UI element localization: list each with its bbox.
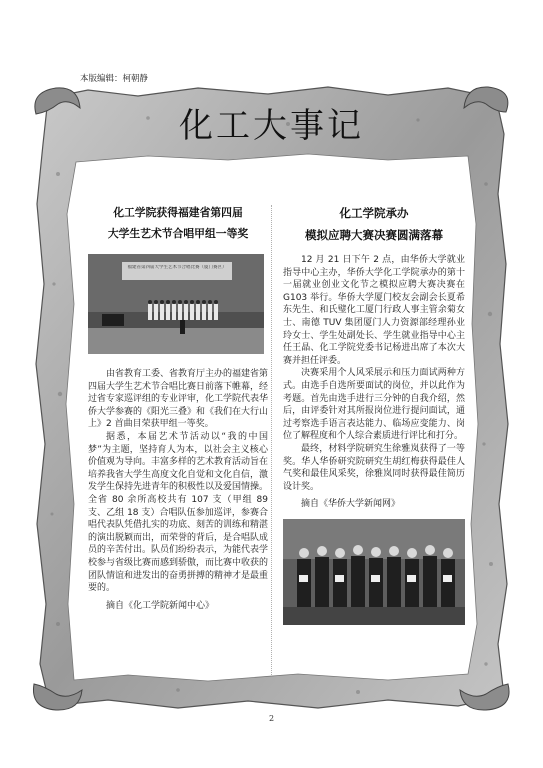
right-body [283, 254, 465, 493]
right-paragraph-1: 12 月 21 日下午 2 点，由华侨大学就业指导中心主办，华侨大学化工学院承办的第十一届就业创业文化节之模拟应聘大赛决赛在 G103 举行。华侨大学厦门校友会副会长夏希东先生、和氏璧化工厦门行政人事主管余菊女士、南德 TUV 集团厦门人力资源部经理孙业玲女士、学生处副处长、学生就业指导中心主任王晶、化工学院党委书记杨进出席了本次大赛并担任评委。 [283, 255, 465, 366]
left-paragraph-1: 由省教育工委、省教育厅主办的福建省第四届大学生艺术节合唱比赛日前落下帷幕，经过省专家巡评组的专业评审，化工学院代表华侨大学参赛的《阳光三叠》和《我们在大行山上》2 首曲目荣获甲组一等奖。 [88, 369, 269, 430]
right-article [283, 202, 465, 625]
masthead-title: 化工大事记 [179, 106, 364, 146]
left-paragraph-2: 据悉，本届艺术节活动以“我的中国梦”为主题，坚持育人为本，以社会主义核心价值观为导向。丰富多样的艺术教育活动旨在培养我省大学生高度文化自觉和文化自信，激发学生保持先进青年的积极性以及爱国情操。全省 80 余所高校共有 107 支（甲组 89 支、乙组 18 支）合唱队伍参加巡评，参赛合唱代表队凭借扎实的功底、刻苦的训练和精湛的演出脱颖而出，而荣誉的背后，是合唱队成员的辛苦付出。队员们纷纷表示，为能代表学校参与省级比赛而感到骄傲，而比赛中收获的团队情谊和进发出的奋勇拼搏的精神才是最重要的。 [88, 431, 269, 594]
left-source: 摘自《化工学院新闻中心》 [106, 600, 215, 611]
left-headline [88, 202, 268, 244]
right-headline-line2: 模拟应聘大赛决赛圆满落幕 [305, 228, 443, 242]
right-paragraph-3: 最终，材料学院研究生徐雅岚获得了一等奖。华人华侨研究院研究生胡红梅获得最佳人气奖和最佳风采奖，徐雅岚同时获得最佳简历设计奖。 [283, 443, 465, 492]
left-article [88, 202, 268, 612]
page-number: 2 [268, 714, 275, 723]
right-source: 摘自《华侨大学新闻网》 [301, 499, 401, 510]
column-divider [271, 205, 272, 675]
left-body [88, 368, 268, 595]
right-headline [283, 202, 465, 246]
left-headline-line1: 化工学院获得福建省第四届 [113, 206, 243, 219]
right-headline-line1: 化工学院承办 [339, 206, 409, 220]
editor-credit: 本版编辑：柯朝静 [80, 74, 149, 84]
right-paragraph-2: 决赛采用个人风采展示和压力面试两种方式。由选手自选所要面试的岗位，并以此作为考题。首先由选手进行三分钟的自我介绍，然后，由评委针对其所报岗位进行提问面试，通过考察选手语言表达能力、临场应变能力、岗位了解程度和个人综合素质进行评比和打分。 [283, 368, 465, 442]
award-group-photo [283, 519, 465, 625]
choir-photo [88, 254, 264, 354]
photo-banner-text: 福建省第四届大学生艺术节合唱比赛（厦门赛区） [127, 265, 227, 270]
left-headline-line2: 大学生艺术节合唱甲组一等奖 [107, 227, 249, 240]
